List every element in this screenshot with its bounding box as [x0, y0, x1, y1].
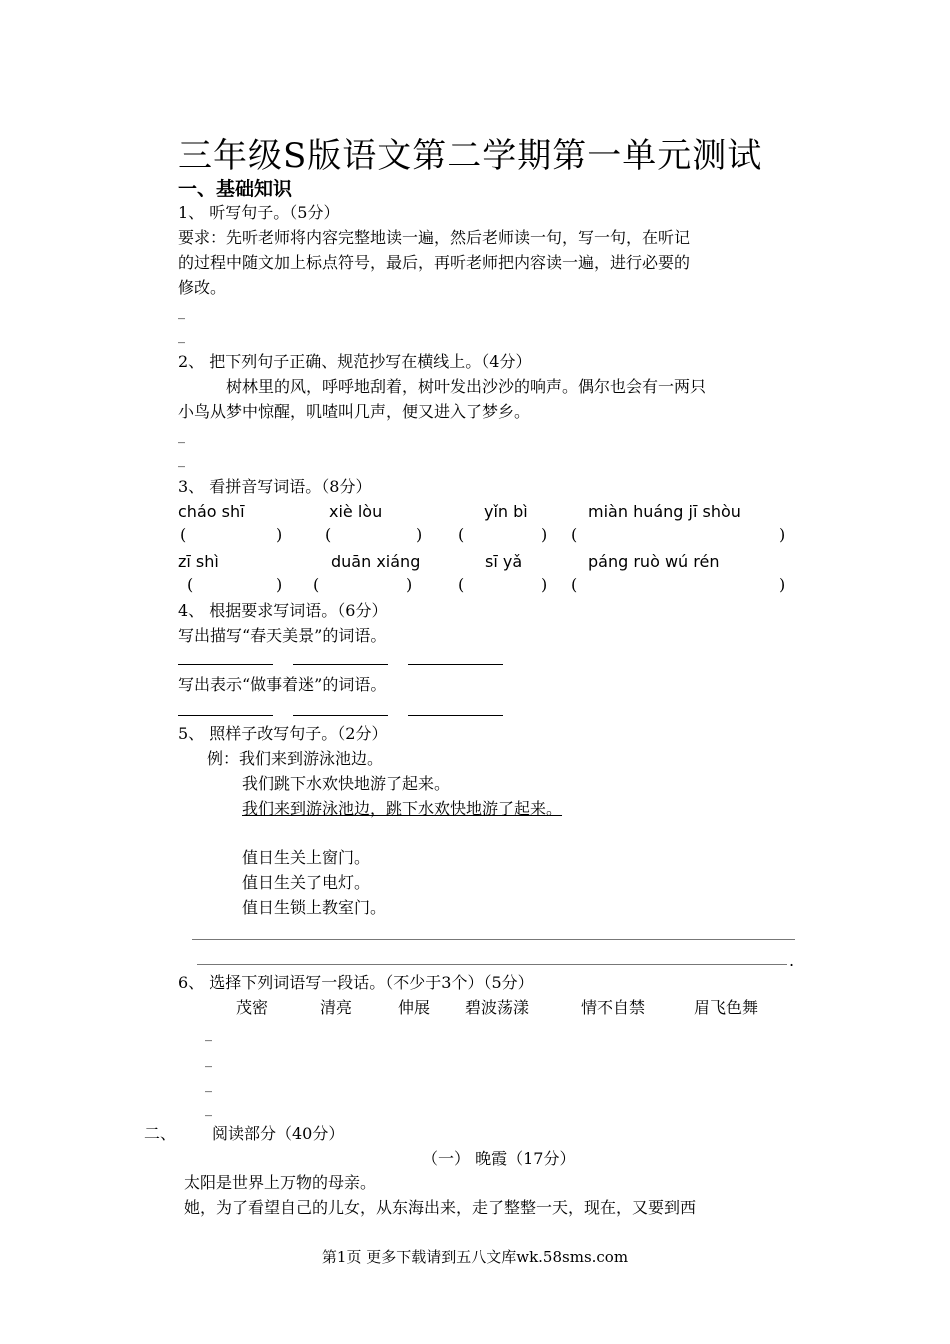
close-paren: ) — [276, 575, 283, 594]
open-paren: ( — [571, 525, 578, 544]
section2-heading: 阅读部分（40分） — [212, 1124, 345, 1143]
q4-prompt2: 写出表示“做事着迷”的词语。 — [178, 675, 387, 694]
answer-line[interactable]: _ — [178, 328, 185, 344]
q5-sentence3: 值日生锁上教室门。 — [242, 898, 387, 917]
q5-sentence2: 值日生关了电灯。 — [242, 873, 371, 892]
answer-line[interactable]: _ — [205, 1052, 212, 1068]
answer-line[interactable]: _ — [205, 1026, 212, 1042]
q1-req-line2: 的过程中随文加上标点符号，最后，再听老师把内容读一遍，进行必要的 — [178, 253, 691, 272]
reading-paragraph1: 太阳是世界上万物的母亲。 — [184, 1173, 377, 1192]
q5-label: 5、 照样子改写句子。（2分） — [178, 724, 388, 743]
answer-line[interactable]: _ — [205, 1077, 212, 1093]
pinyin-1: cháo shī — [178, 502, 245, 521]
open-paren: ( — [187, 575, 194, 594]
page-title: 三年级S版语文第二学期第一单元测试 — [178, 136, 763, 176]
close-paren: ) — [541, 525, 548, 544]
q4-prompt1: 写出描写“春天美景”的词语。 — [178, 626, 387, 645]
reading-paragraph2: 她，为了看望自己的儿女，从东海出来，走了整整一天，现在，又要到西 — [184, 1198, 697, 1217]
section1-heading: 一、基础知识 — [178, 178, 293, 200]
q1-req-line1: 要求：先听老师将内容完整地读一遍，然后老师读一句，写一句，在听记 — [178, 228, 691, 247]
q4-label: 4、 根据要求写词语。（6分） — [178, 601, 388, 620]
word-option: 眉飞色舞 — [694, 998, 759, 1017]
pinyin-4: miàn huáng jī shòu — [588, 502, 741, 521]
answer-blank[interactable] — [408, 715, 503, 716]
word-option: 清亮 — [320, 998, 353, 1017]
open-paren: ( — [325, 525, 332, 544]
q2-line2: 小鸟从梦中惊醒，叽喳叫几声，便又进入了梦乡。 — [178, 402, 531, 421]
section2-number: 二、 — [144, 1124, 177, 1143]
word-option: 碧波荡漾 — [465, 998, 530, 1017]
word-option: 情不自禁 — [581, 998, 646, 1017]
reading-subtitle: （一） 晚霞（17分） — [422, 1149, 576, 1168]
open-paren: ( — [313, 575, 320, 594]
q5-example-line2: 我们跳下水欢快地游了起来。 — [242, 774, 451, 793]
pinyin-7: sī yǎ — [485, 552, 523, 571]
pinyin-5: zī shì — [178, 552, 219, 571]
page-footer: 第1页 更多下载请到五八文库wk.58sms.com — [321, 1248, 629, 1266]
answer-line[interactable]: _ — [178, 304, 185, 320]
q1-label: 1、 听写句子。（5分） — [178, 203, 340, 222]
open-paren: ( — [180, 525, 187, 544]
word-option: 茂密 — [236, 998, 269, 1017]
open-paren: ( — [458, 525, 465, 544]
answer-blank[interactable] — [178, 664, 273, 665]
close-paren: ) — [406, 575, 413, 594]
open-paren: ( — [458, 575, 465, 594]
open-paren: ( — [571, 575, 578, 594]
q2-label: 2、 把下列句子正确、规范抄写在横线上。（4分） — [178, 352, 532, 371]
answer-line[interactable]: _ — [178, 428, 185, 444]
answer-blank[interactable] — [293, 715, 388, 716]
end-dot: . — [789, 951, 795, 970]
close-paren: ) — [541, 575, 548, 594]
answer-line[interactable] — [192, 939, 795, 940]
q5-example-answer: 我们来到游泳池边，跳下水欢快地游了起来。 — [242, 799, 563, 818]
answer-line[interactable]: _ — [205, 1101, 212, 1117]
pinyin-8: páng ruò wú rén — [588, 552, 720, 571]
q1-req-line3: 修改。 — [178, 278, 227, 297]
close-paren: ) — [276, 525, 283, 544]
answer-blank[interactable] — [178, 715, 273, 716]
word-option: 伸展 — [398, 998, 431, 1017]
close-paren: ) — [779, 525, 786, 544]
pinyin-6: duān xiáng — [331, 552, 421, 571]
pinyin-3: yǐn bì — [484, 502, 528, 521]
q2-line1: 树林里的风，呼呼地刮着，树叶发出沙沙的响声。偶尔也会有一两只 — [226, 377, 707, 396]
answer-blank[interactable] — [293, 664, 388, 665]
answer-line[interactable] — [197, 964, 787, 965]
answer-line[interactable]: _ — [178, 452, 185, 468]
q3-label: 3、 看拼音写词语。（8分） — [178, 477, 372, 496]
pinyin-2: xiè lòu — [329, 502, 383, 521]
q6-label: 6、 选择下列词语写一段话。（不少于3个）（5分） — [178, 973, 534, 992]
q5-sentence1: 值日生关上窗门。 — [242, 848, 371, 867]
close-paren: ) — [416, 525, 423, 544]
close-paren: ) — [779, 575, 786, 594]
q5-example-line1: 例：我们来到游泳池边。 — [207, 749, 384, 768]
answer-blank[interactable] — [408, 664, 503, 665]
